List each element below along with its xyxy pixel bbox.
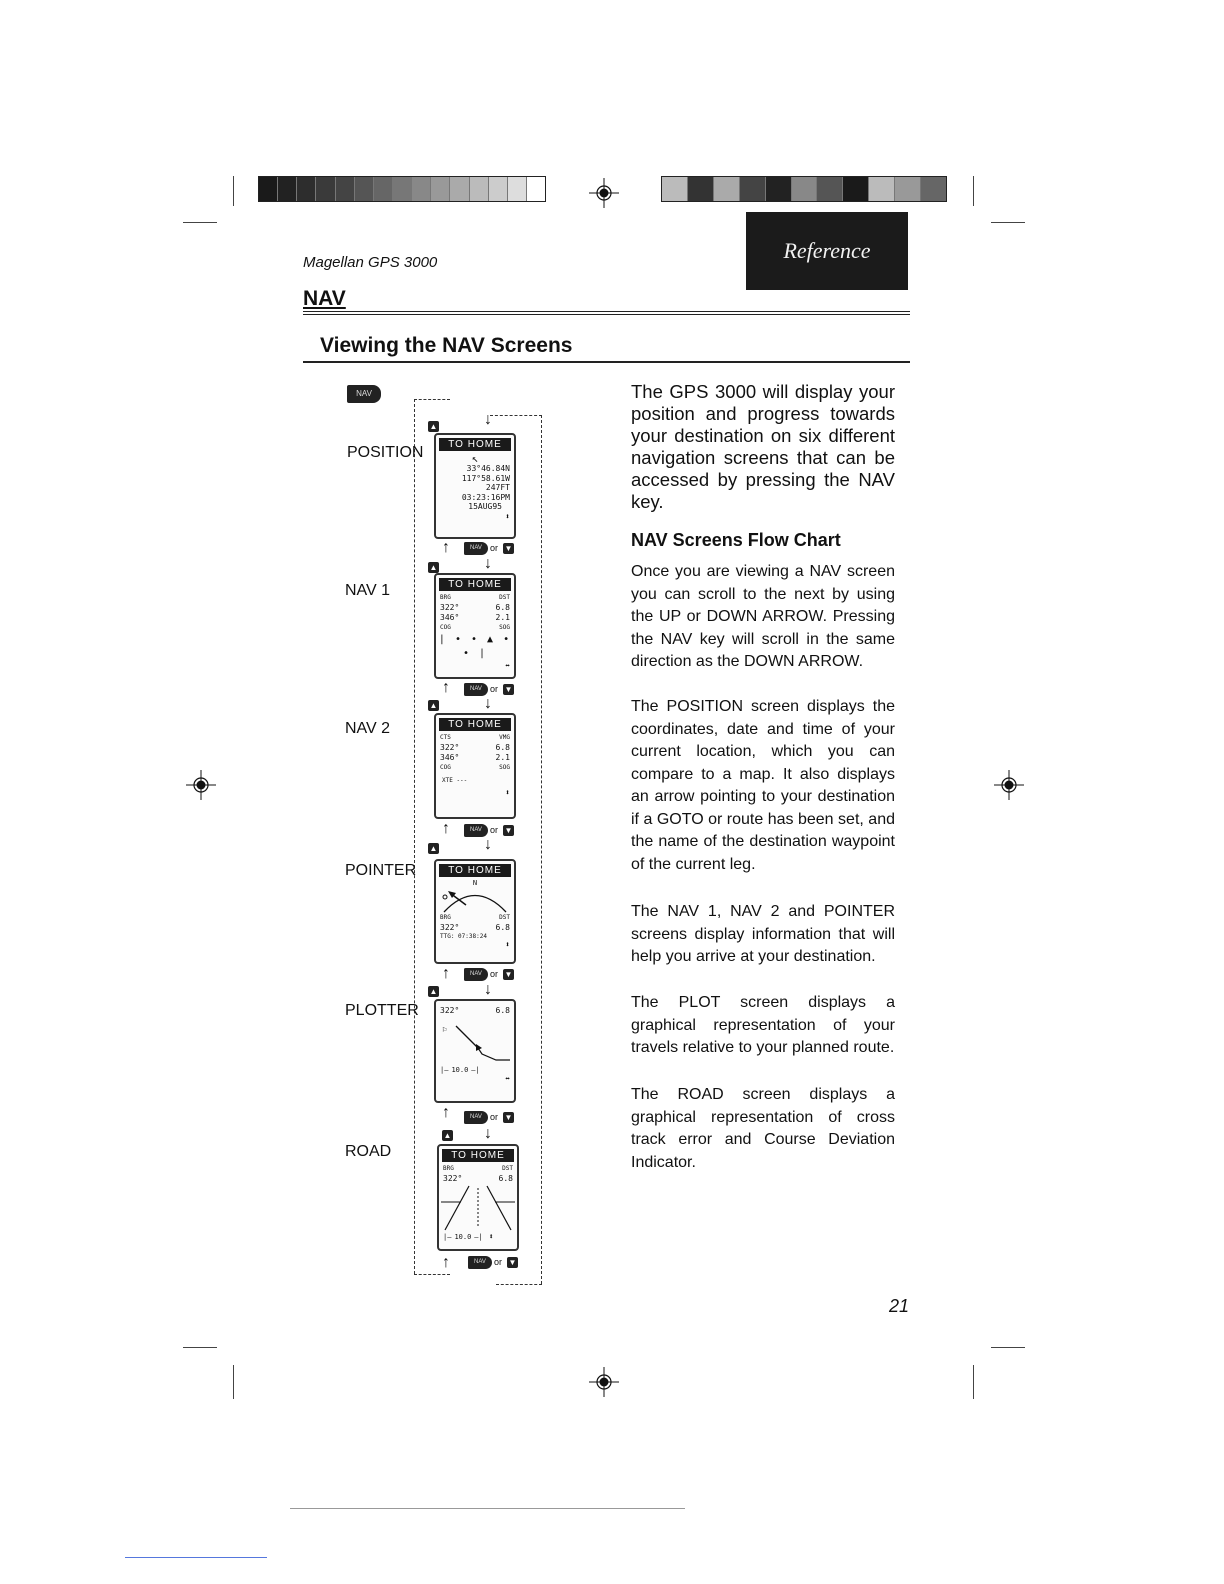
xte-value: XTE --- <box>442 777 468 784</box>
registration-mark-icon <box>994 770 1024 800</box>
field-label: DST <box>499 914 510 921</box>
up-arrow-key-icon: ▲ <box>429 701 438 710</box>
down-arrow-icon: ↓ <box>484 411 492 428</box>
position-paragraph: The POSITION screen displays the coordinates, date and time of your current location, which you can compare to a map. It also displays an arrow pointing to your destination if a GOTO or route has been set, and the name of the destination waypoint of the current leg. <box>631 698 895 873</box>
up-arrow-key-icon: ▲ <box>429 844 438 853</box>
scroll-paragraph: Once you are viewing a NAV screen you can scroll to the next by using the UP or DOWN ARROW. Pressing the NAV key will scroll in the same direction as the DOWN ARROW. <box>631 563 895 670</box>
field-label: DST <box>499 594 510 601</box>
gray-scale-bar <box>258 176 546 202</box>
subtitle-rule <box>303 361 910 363</box>
latitude: 33°46.84N <box>466 464 510 473</box>
road-perspective-icon <box>439 1184 517 1232</box>
down-arrow-key-icon: ▼ <box>504 1113 513 1122</box>
field-label: BRG <box>443 1165 454 1172</box>
down-arrow-icon: ↓ <box>484 836 492 853</box>
scale-bar: |— 10.0 —| ⬍ <box>443 1232 494 1241</box>
scale-bar: |— 10.0 —| <box>440 1066 480 1074</box>
reference-tab <box>746 212 908 290</box>
up-arrow-icon: ↑ <box>442 965 450 982</box>
loop-line <box>414 1274 450 1275</box>
up-arrow-icon: ↑ <box>442 1254 450 1271</box>
sog-value: 2.1 <box>495 753 510 762</box>
flowchart-heading: NAV Screens Flow Chart <box>631 530 841 550</box>
down-arrow-key-icon: ▼ <box>504 970 513 979</box>
scroll-arrows-icon: ⬍ <box>505 940 510 949</box>
loop-line <box>496 1284 542 1285</box>
down-arrow-icon: ↓ <box>484 555 492 572</box>
or-label: or <box>490 684 499 694</box>
nav1-screen <box>434 573 516 679</box>
crop-mark <box>183 1347 217 1348</box>
field-label: CTS <box>440 734 451 741</box>
field-label: VMG <box>499 734 510 741</box>
field-label: SOG <box>499 764 510 771</box>
scroll-arrows-icon: ⬍ <box>505 788 510 797</box>
footer-rule <box>290 1508 685 1509</box>
down-arrow-key-icon: ▼ <box>504 826 513 835</box>
link-underline <box>125 1557 267 1558</box>
distance-value: 6.8 <box>495 923 510 932</box>
crop-mark <box>973 176 974 206</box>
up-arrow-key-icon: ▲ <box>429 422 438 431</box>
crop-mark <box>233 1365 234 1399</box>
vmg-value: 6.8 <box>495 743 510 752</box>
section-rule-2 <box>303 314 910 315</box>
nav2-screen <box>434 713 516 819</box>
field-label: BRG <box>440 594 451 601</box>
distance-value: 6.8 <box>498 1174 513 1183</box>
svg-text:⚐: ⚐ <box>442 1025 447 1034</box>
date: 15AUG95 <box>468 502 502 511</box>
reference-tab-label: Reference <box>783 238 871 263</box>
screen-title: TO HOME <box>442 1149 514 1162</box>
down-arrow-icon: ↓ <box>484 981 492 998</box>
bearing-value: 322° <box>443 1174 463 1183</box>
label-nav1: NAV 1 <box>345 582 391 599</box>
up-arrow-icon: ↑ <box>442 679 450 696</box>
nav-key-icon: NAV <box>464 1111 488 1124</box>
altitude: 247FT <box>485 483 510 492</box>
position-screen <box>434 433 516 539</box>
bearing-value: 322° <box>440 603 460 612</box>
nav-key-icon: NAV <box>464 968 488 981</box>
up-arrow-icon: ↑ <box>442 820 450 837</box>
down-arrow-key-icon: ▼ <box>508 1258 517 1267</box>
field-label: COG <box>440 764 451 771</box>
loop-line <box>490 415 542 416</box>
loop-line <box>541 415 542 1284</box>
nav-key-icon: NAV <box>464 824 488 837</box>
distance-value: 6.8 <box>495 1006 510 1015</box>
screen-title: TO HOME <box>439 718 511 731</box>
distance-value: 6.8 <box>495 603 510 612</box>
or-label: or <box>490 825 499 835</box>
label-nav2: NAV 2 <box>345 720 391 737</box>
or-label: or <box>494 1257 503 1267</box>
page-number: 21 <box>889 1296 910 1316</box>
pointer-screen <box>434 859 516 964</box>
plotter-screen <box>434 999 516 1103</box>
compass-arc-icon <box>436 887 514 913</box>
section-title: NAV <box>303 287 346 310</box>
time: 03:23:16PM <box>461 492 510 502</box>
or-label: or <box>490 969 499 979</box>
product-name: Magellan GPS 3000 <box>303 254 438 271</box>
crop-mark <box>991 1347 1025 1348</box>
road-paragraph: The ROAD screen displays a graphical representation of cross track error and Course Deviation Indicator. <box>631 1086 895 1171</box>
scroll-arrows-icon: ⬍ <box>488 1232 494 1241</box>
loop-line <box>414 399 450 400</box>
destination-arrow-icon: ↖ <box>471 452 479 465</box>
label-position: POSITION <box>347 444 424 461</box>
nav-key-icon: NAV <box>468 1256 492 1269</box>
nav-key-label: NAV <box>356 389 372 398</box>
section-rule <box>303 311 910 312</box>
nav-key-icon <box>347 385 381 403</box>
up-arrow-key-icon: ▲ <box>443 1131 452 1140</box>
page-subtitle: Viewing the NAV Screens <box>320 334 573 357</box>
crop-mark <box>183 222 217 223</box>
color-bar <box>661 176 947 202</box>
up-arrow-key-icon: ▲ <box>429 987 438 996</box>
screen-title: TO HOME <box>439 864 511 877</box>
up-arrow-key-icon: ▲ <box>429 563 438 572</box>
cts-value: 322° <box>440 743 460 752</box>
sog-value: 2.1 <box>495 613 510 622</box>
road-screen <box>437 1144 519 1251</box>
intro-paragraph: The GPS 3000 will display your position and progress towards your destination on six different navigation screens that can be accessed by pressing the NAV key. <box>631 381 895 512</box>
screen-title: TO HOME <box>439 578 511 591</box>
or-label: or <box>490 543 499 553</box>
field-label: COG <box>440 624 451 631</box>
registration-mark-icon <box>589 178 619 208</box>
up-arrow-icon: ↑ <box>442 1104 450 1121</box>
nav-key-icon: NAV <box>464 542 488 555</box>
label-road: ROAD <box>345 1143 392 1160</box>
cog-value: 346° <box>440 613 460 622</box>
label-plotter: PLOTTER <box>345 1002 419 1019</box>
scroll-arrows-icon: ⬌ <box>505 1074 510 1083</box>
longitude: 117°58.61W <box>461 473 510 483</box>
cog-value: 346° <box>440 753 460 762</box>
plot-track-icon <box>436 1016 514 1066</box>
down-arrow-icon: ↓ <box>484 695 492 712</box>
registration-mark-icon <box>589 1367 619 1397</box>
label-pointer: POINTER <box>345 862 417 879</box>
crop-mark <box>991 222 1025 223</box>
down-arrow-key-icon: ▼ <box>504 685 513 694</box>
ttg-value: TTG: 07:38:24 <box>440 933 487 940</box>
bearing-value: 322° <box>440 923 460 932</box>
nav-screens-paragraph: The NAV 1, NAV 2 and POINTER screens display information that will help you arrive at your destination. <box>631 903 895 965</box>
down-arrow-icon: ↓ <box>484 1125 492 1142</box>
up-arrow-icon: ↑ <box>442 539 450 556</box>
nav-key-icon: NAV <box>464 683 488 696</box>
down-arrow-key-icon: ▼ <box>504 544 513 553</box>
screen-title: TO HOME <box>439 438 511 451</box>
or-label: or <box>490 1112 499 1122</box>
field-label: BRG <box>440 914 451 921</box>
scale-value: 10.0 <box>451 1066 469 1074</box>
plot-paragraph: The PLOT screen displays a graphical representation of your travels relative to your planned route. <box>631 994 895 1056</box>
scale-value: 10.0 <box>454 1232 472 1241</box>
field-label: DST <box>502 1165 513 1172</box>
scroll-arrows-icon: ⬍ <box>505 511 510 521</box>
crop-mark <box>233 176 234 206</box>
field-label: SOG <box>499 624 510 631</box>
cdi-scale-icon: | • • ▲ • • | <box>438 634 512 659</box>
bearing-value: 322° <box>440 1006 460 1015</box>
registration-mark-icon <box>186 770 216 800</box>
north-label: N <box>472 879 478 887</box>
scroll-arrows-icon: ⬌ <box>505 661 510 670</box>
loop-line <box>414 399 415 1274</box>
crop-mark <box>973 1365 974 1399</box>
